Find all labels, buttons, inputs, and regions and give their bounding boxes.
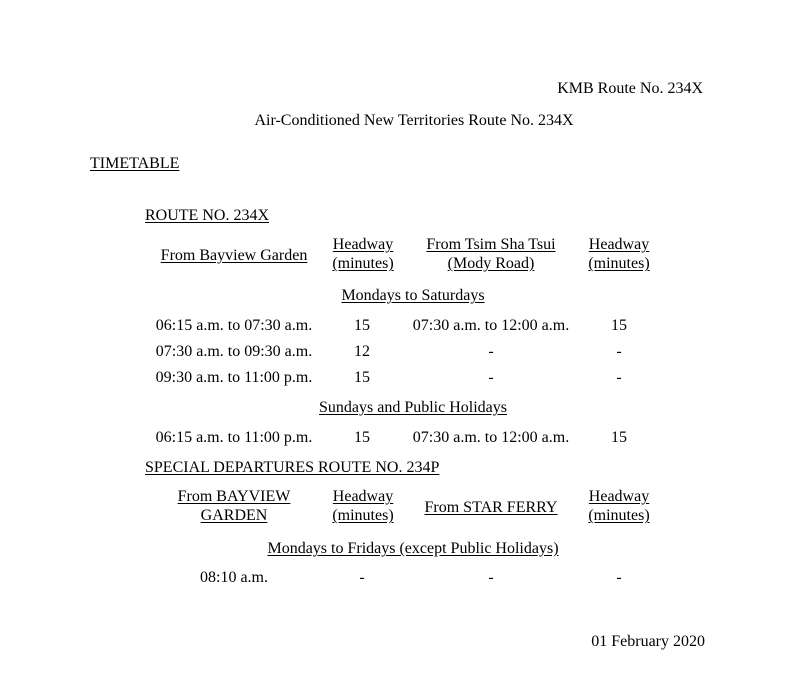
headway-a-value: 15	[354, 429, 370, 446]
headway-b-value: -	[616, 369, 622, 386]
headway-b-value: -	[616, 343, 622, 360]
col-header-from-star-ferry: From STAR FERRY	[424, 499, 558, 516]
col-header-headway-a: Headway (minutes)	[332, 488, 394, 525]
col-header-headway-b: Headway (minutes)	[588, 236, 650, 273]
from-tst-time: 07:30 a.m. to 12:00 a.m.	[412, 317, 570, 334]
route-title: KMB Route No. 234X	[557, 80, 703, 97]
day-label-mon-fri: Mondays to Fridays (except Public Holidays)	[267, 540, 559, 557]
headway-a-value: 12	[354, 343, 370, 360]
headway-b-value: 15	[611, 317, 627, 334]
route-234p-heading: SPECIAL DEPARTURES ROUTE NO. 234P	[145, 459, 440, 476]
day-label-sun-holidays: Sundays and Public Holidays	[319, 399, 507, 416]
col-header-headway-b: Headway (minutes)	[588, 488, 650, 525]
headway-a-value: 15	[354, 369, 370, 386]
document-date: 01 February 2020	[591, 633, 705, 650]
headway-b-value: -	[616, 569, 622, 586]
day-label-mon-sat: Mondays to Saturdays	[341, 287, 485, 304]
from-bayview-time: 09:30 a.m. to 11:00 p.m.	[155, 369, 313, 386]
from-bayview-time: 06:15 a.m. to 07:30 a.m.	[155, 317, 313, 334]
headway-b-value: 15	[611, 429, 627, 446]
from-bayview-time: 07:30 a.m. to 09:30 a.m.	[155, 343, 313, 360]
from-tst-time: 07:30 a.m. to 12:00 a.m.	[412, 429, 570, 446]
headway-a-value: 15	[354, 317, 370, 334]
from-tst-time: -	[488, 369, 494, 386]
document-subtitle: Air-Conditioned New Territories Route No. 234X	[254, 112, 574, 129]
section-title: TIMETABLE	[90, 155, 180, 172]
from-star-ferry-time: -	[488, 569, 494, 586]
from-bayview-time: 08:10 a.m.	[200, 569, 268, 586]
col-header-from-bayview-garden: From BAYVIEW GARDEN	[177, 488, 291, 525]
headway-a-value: -	[359, 569, 365, 586]
col-header-from-bayview: From Bayview Garden	[160, 247, 308, 264]
from-tst-time: -	[488, 343, 494, 360]
route-234x-heading: ROUTE NO. 234X	[145, 207, 269, 224]
col-header-headway-a: Headway (minutes)	[332, 236, 394, 273]
from-bayview-time: 06:15 a.m. to 11:00 p.m.	[155, 429, 313, 446]
col-header-from-tsim-sha-tsui: From Tsim Sha Tsui (Mody Road)	[426, 236, 556, 273]
